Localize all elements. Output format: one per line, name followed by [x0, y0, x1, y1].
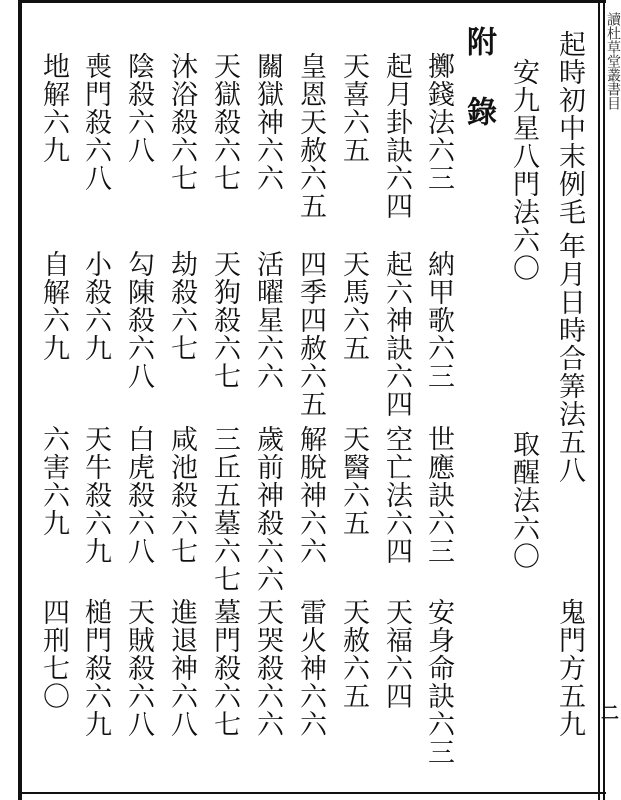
entry-c6-r3: 解脫神六六 [295, 425, 326, 565]
entry-c8-r1: 天獄殺六七 [209, 52, 240, 192]
entry-c11-r2: 小殺六九 [80, 250, 111, 362]
entry-c8-r4: 墓門殺六七 [209, 598, 240, 738]
entry-c9-r4: 進退神六八 [166, 598, 197, 738]
entry-c11-r4: 槌門殺六九 [80, 598, 111, 738]
entry-c12-r2: 自解六九 [38, 250, 69, 362]
entry-c8-r2: 天狗殺六七 [209, 250, 240, 390]
entry-c12-r1: 地解六九 [38, 52, 69, 164]
entry-c10-r2: 勾陳殺六八 [123, 250, 154, 390]
entry-c4-r4: 天福六四 [381, 598, 412, 710]
entry-c2-r1: 安九星八門法六〇 [508, 58, 539, 282]
page-frame-top [18, 0, 606, 3]
entry-c4-r1: 起月卦訣六四 [381, 52, 412, 220]
entry-c9-r2: 劫殺六七 [166, 250, 197, 362]
appendix-heading-label: 錄 [461, 96, 496, 126]
entry-c6-r4: 雷火神六六 [295, 598, 326, 738]
entry-c10-r3: 白虎殺六八 [123, 425, 154, 565]
entry-c1-r2: 年月日時合筭法五八 [554, 232, 585, 484]
page-frame-right-outer [603, 0, 605, 800]
entry-c5-r2: 天馬六五 [338, 250, 369, 362]
appendix-heading-char: 附 [461, 26, 496, 56]
entry-c11-r3: 天牛殺六九 [80, 425, 111, 565]
entry-c6-r1: 皇恩天赦六五 [295, 52, 326, 220]
entry-c3-r1: 擲錢法六三 [423, 52, 454, 192]
entry-c5-r4: 天赦六五 [338, 598, 369, 710]
page-number: 二 [601, 703, 619, 724]
entry-c3-r3: 世應訣六三 [423, 425, 454, 565]
entry-c11-r1: 喪門殺六八 [80, 52, 111, 192]
entry-c4-r3: 空亡法六四 [381, 425, 412, 565]
entry-c9-r1: 沐浴殺六七 [166, 52, 197, 192]
entry-c3-r4: 安身命訣六三 [423, 598, 454, 766]
entry-c7-r1: 關獄神六六 [252, 52, 283, 192]
entry-c8-r3: 三丘五墓六七 [209, 425, 240, 593]
entry-c5-r1: 天喜六五 [338, 52, 369, 164]
entry-c5-r3: 天醫六五 [338, 425, 369, 537]
entry-c4-r2: 起六神訣六四 [381, 250, 412, 418]
entry-c2-r2: 取醒法六〇 [508, 430, 539, 570]
entry-c12-r4: 四刑七〇 [38, 598, 69, 710]
entry-c12-r3: 六害六九 [38, 425, 69, 537]
entry-c10-r1: 陰殺六八 [123, 52, 154, 164]
entry-c7-r2: 活曜星六六 [252, 250, 283, 390]
page-frame-right-inner [598, 0, 600, 800]
entry-c6-r2: 四季四赦六五 [295, 250, 326, 418]
entry-c1-r3: 鬼門方五九 [554, 598, 585, 738]
entry-c1-r1: 起時初中末例毛 [554, 30, 585, 226]
entry-c7-r3: 歲前神殺六六 [252, 425, 283, 593]
entry-c9-r3: 咸池殺六七 [166, 425, 197, 565]
entry-c3-r2: 納甲歌六三 [423, 250, 454, 390]
entry-c10-r4: 天賊殺六八 [123, 598, 154, 738]
running-title: 讀杜草堂叢書目 [605, 12, 621, 110]
page-frame-bottom [18, 792, 606, 794]
page-frame-left [18, 0, 22, 800]
entry-c7-r4: 天哭殺六六 [252, 598, 283, 738]
